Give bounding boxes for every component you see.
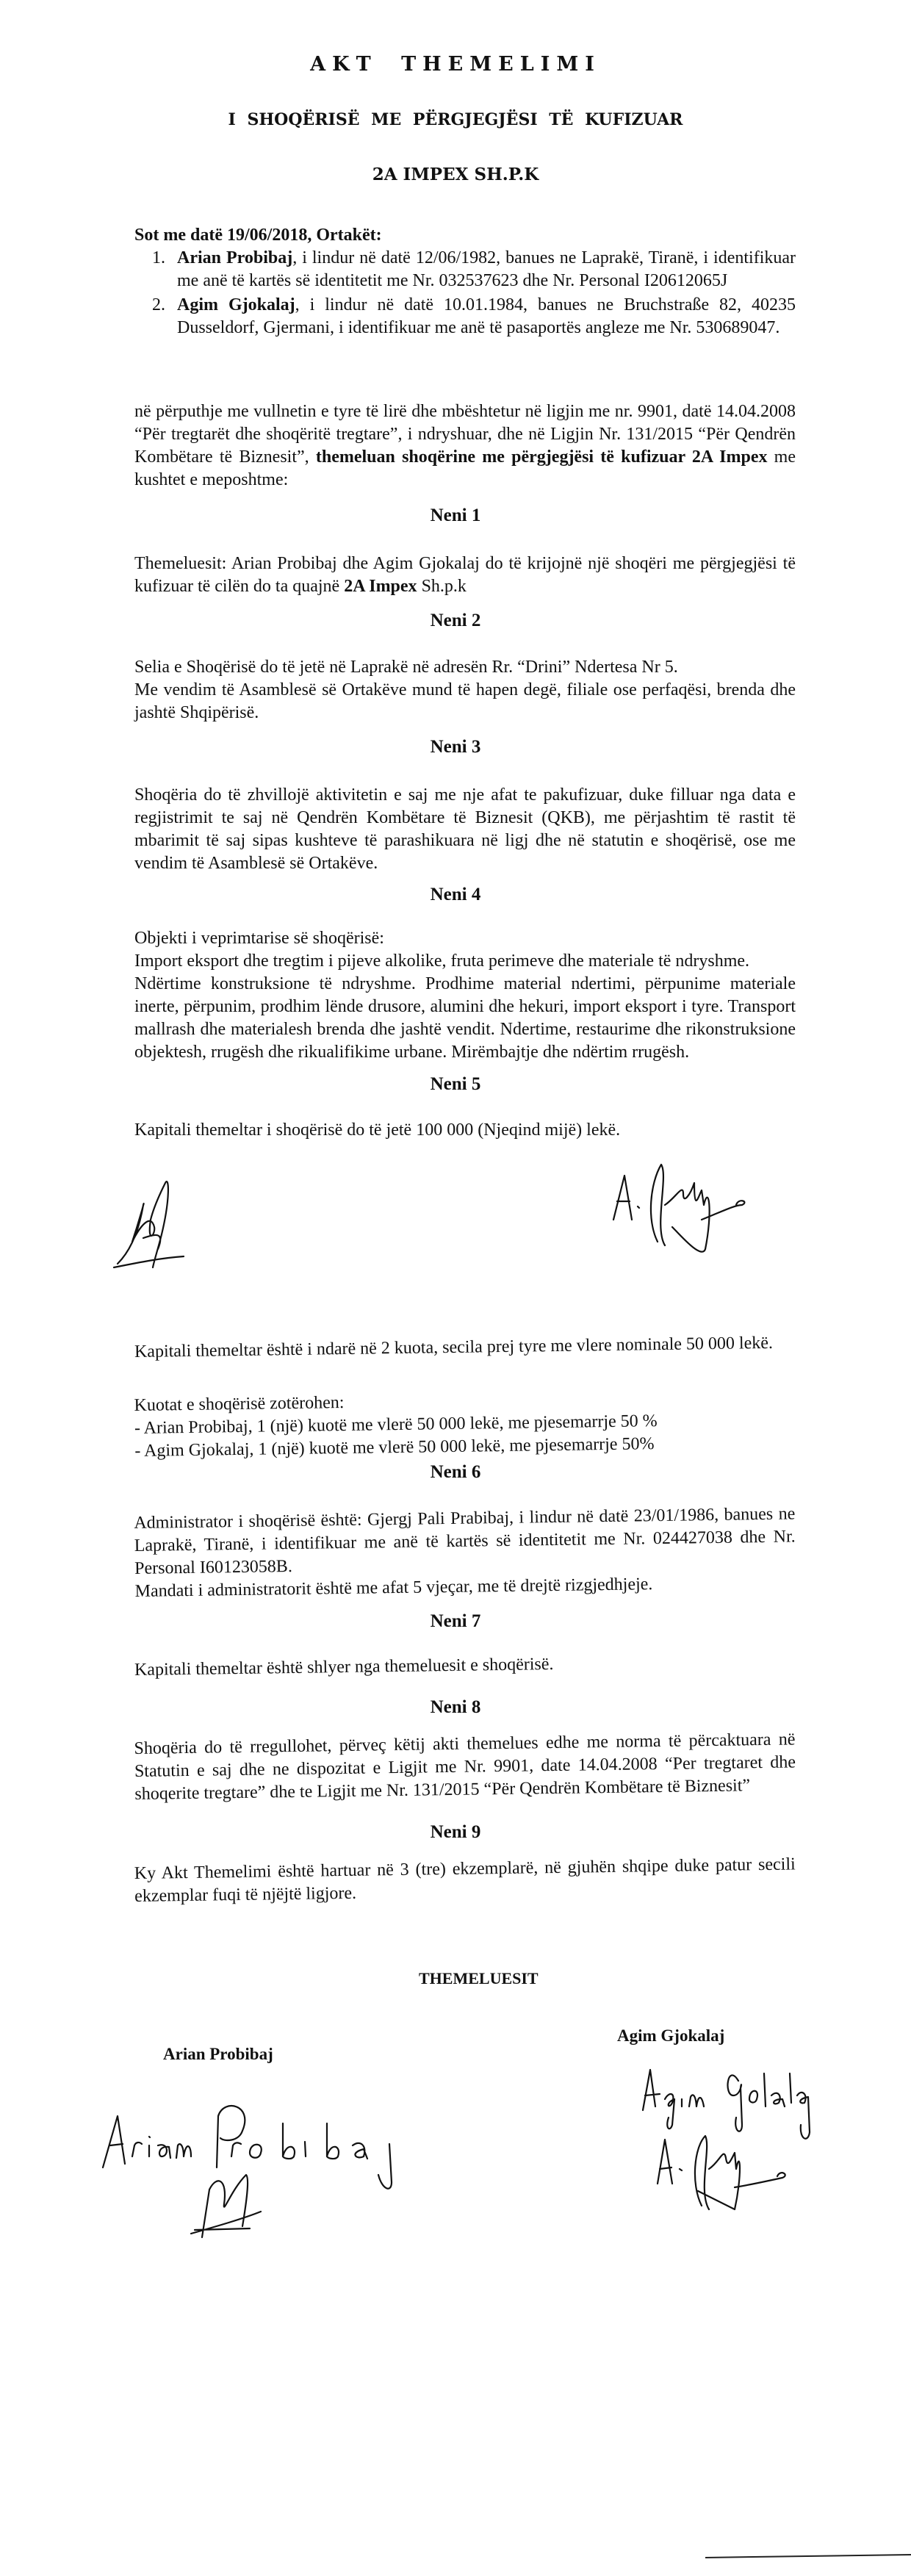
partners-list xyxy=(134,247,796,339)
intro-section xyxy=(134,224,796,341)
date-line: Sot me datë 19/06/2018, Ortakët: xyxy=(134,226,382,245)
text: Mandati i administratorit është me afat 5 vjeçar, me të drejtë rizgjedhjeje. xyxy=(134,1575,653,1601)
article-2-text xyxy=(134,656,796,724)
basis-end: me kushtet e meposhtme: xyxy=(134,447,796,489)
text: Administrator i shoqërisë është: Gjergj Pali Prabibaj, i lindur në datë 23/01/1986, banues ne Laprakë, Tiranë, i identifikuar me anë të kartës së identitetit me Nr. 024427038 dhe Nr. Personal I60123058B. xyxy=(134,1504,796,1578)
article-4-heading: Neni 4 xyxy=(430,885,481,904)
article-1-heading: Neni 1 xyxy=(430,506,481,525)
partner-name: Agim Gjokalaj xyxy=(177,295,295,314)
article-7-heading: Neni 7 xyxy=(430,1611,481,1631)
founder-1-name: Arian Probibaj xyxy=(163,2045,273,2063)
partner-details: , i lindur në datë 10.01.1984, banues ne Bruchstraße 82, 40235 Dusseldorf, Gjermani, i identifikuar me anë të pasaportës angleze me Nr. 530689047. xyxy=(177,295,796,337)
quota-heading: Kuotat e shoqërisë zotërohen: xyxy=(134,1393,345,1416)
signature-agim xyxy=(610,1161,771,1267)
basis-bold: themeluan shoqërine me përgjegjësi të kufizuar 2A Impex xyxy=(315,447,768,467)
text: Ndërtime konstruksione të ndryshme. Prodhime material ndertimi, përpunime materiale inerte, përpunim, prodhim lënde drusore, alumini dhe hekuri, import eksport i tyre. Transport mallrash dhe materialesh brenda dhe jashtë vendit. Ndertime, restaurime dhe rikonstruksione objektesh, rrugësh dhe rikualifikime urbane. Mirëmbajtje dhe ndërtim rrugësh. xyxy=(134,974,796,1062)
partner-details: , i lindur në datë 12/06/1982, banues ne Laprakë, Tiranë, i identifikuar me anë të kartës së identitetit me Nr. 032537623 dhe Nr. Personal I20612065J xyxy=(177,248,796,290)
scan-edge-line xyxy=(705,2554,911,2558)
article-9-heading: Neni 9 xyxy=(430,1822,481,1842)
article-8-text: Shoqëria do të rregullohet, përveç këtij akti themelues edhe me norma të përcaktuara në Statutin e saj dhe ne dispozitat e Ligjit me Nr. 9901, date 14.04.2008 “Per tregtaret dhe shoqerite tregtare” dhe te Ligjit me Nr. 131/2015 “Për Qendrën Kombëtare të Biznesit” xyxy=(134,1730,796,1804)
signature-arian-initials xyxy=(110,1176,220,1275)
article-2-heading: Neni 2 xyxy=(430,611,481,630)
document-title: AKT THEMELIMI xyxy=(310,53,601,76)
bold-text: 2A Impex xyxy=(344,577,417,596)
article-4-text xyxy=(134,927,796,1064)
partner-item xyxy=(170,294,796,339)
text: Objekti i veprimtarise së shoqërisë: xyxy=(134,929,384,948)
article-9-text: Ky Akt Themelimi është hartuar në 3 (tre) ekzemplarë, në gjuhën shqipe duke patur secili ekzemplar fuqi të njëjtë ligjore. xyxy=(134,1854,796,1906)
article-7-text: Kapitali themeltar është shlyer nga themeluesit e shoqërisë. xyxy=(134,1655,554,1680)
text: Selia e Shoqërisë do të jetë në Laprakë në adresën Rr. “Drini” Ndertesa Nr 5. xyxy=(134,658,678,677)
quota-text: Kapitali themeltar është i ndarë në 2 kuota, secila prej tyre me vlere nominale 50 000 lekë. xyxy=(134,1333,774,1361)
text: Themeluesit: Arian Probibaj dhe Agim Gjokalaj do të krijojnë një shoqëri me përgjegjësi të kufizuar të cilën do ta quajnë xyxy=(134,554,796,596)
article-1-text xyxy=(134,553,796,598)
text: Sh.p.k xyxy=(417,577,467,596)
basis-text: në përputhje me vullnetin e tyre të lirë dhe mbështetur në ligjin me nr. 9901, datë 14.04.2008 “Për tregtarët dhe shoqëritë tregtare”, i ndryshuar, dhe në Ligjin Nr. 131/2015 “Për Qendrën Kombëtare të Biznesit”, xyxy=(134,402,796,467)
handwritten-name-arian xyxy=(99,2101,452,2230)
text: Me vendim të Asamblesë së Ortakëve mund të hapen degë, filiale ose perfaqësi, brenda dhe jashtë Shqipërisë. xyxy=(134,680,796,722)
article-8-heading: Neni 8 xyxy=(430,1697,481,1717)
basis-paragraph xyxy=(134,400,796,492)
partner-name: Arian Probibaj xyxy=(177,248,293,267)
company-name: 2A IMPEX SH.P.K xyxy=(372,165,539,184)
partner-item xyxy=(170,247,796,292)
quota-list xyxy=(134,1385,796,1463)
text: Import eksport dhe tregtim i pijeve alkolike, fruta perimeve dhe materiale të ndryshme. xyxy=(134,951,750,971)
quota-item: - Agim Gjokalaj, 1 (një) kuotë me vlerë 50 000 lekë, me pjesemarrje 50% xyxy=(134,1434,655,1461)
article-3-text: Shoqëria do të zhvillojë aktivitetin e saj me nje afat te pakufizuar, duke filluar nga data e regjistrimit te saj në Qendrën Kombëtare të Biznesit (QKB), me përjashtim të rastit të mbarimit të saj sipas kushteve të parashikuara në ligj dhe në statutin e shoqërisë, ose me vendim të Asamblesë së Ortakëve. xyxy=(134,785,796,873)
article-5-text: Kapitali themeltar i shoqërisë do të jetë 100 000 (Njeqind mijë) lekë. xyxy=(134,1120,621,1140)
handwritten-name-agim xyxy=(639,2066,830,2217)
article-6-heading: Neni 6 xyxy=(430,1462,481,1482)
founders-heading: THEMELUESIT xyxy=(419,1969,539,1987)
article-5-heading: Neni 5 xyxy=(430,1074,481,1094)
founder-2-name: Agim Gjokalaj xyxy=(617,2026,725,2045)
document-subtitle: I SHOQËRISË ME PËRGJEGJËSI TË KUFIZUAR xyxy=(228,110,683,129)
article-6-text xyxy=(134,1503,796,1603)
quota-item: - Arian Probibaj, 1 (një) kuotë me vlerë 50 000 lekë, me pjesemarrje 50 % xyxy=(134,1411,658,1438)
article-3-heading: Neni 3 xyxy=(430,737,481,757)
